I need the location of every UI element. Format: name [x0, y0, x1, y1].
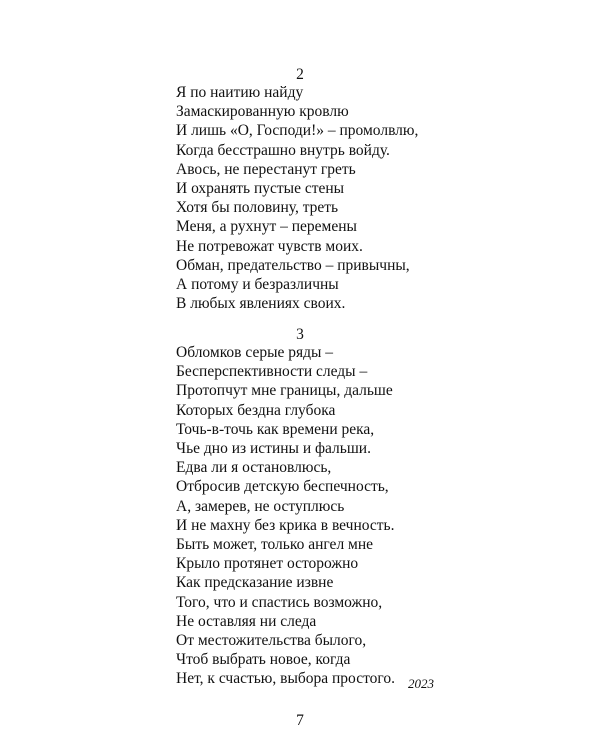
poem-line: Бесперспективности следы –: [176, 363, 368, 381]
poem-line: Которых бездна глубока: [176, 401, 336, 419]
poem-line: Нет, к счастью, выбора простого.: [176, 670, 395, 688]
poem-line: Когда бесстрашно внутрь войду.: [176, 141, 390, 159]
poem-line: Отбросив детскую беспечность,: [176, 478, 389, 496]
poem-line: Едва ли я остановлюсь,: [176, 459, 332, 477]
poem-line: И охранять пустые стены: [176, 180, 345, 198]
poem-line: Крыло протянет осторожно: [176, 555, 359, 573]
poem-line: Протопчут мне границы, дальше: [176, 382, 393, 400]
section-number: 2: [296, 66, 304, 83]
poem-line: И лишь «О, Господи!» – промолвлю,: [176, 122, 419, 140]
poem-line: Того, что и спастись возможно,: [176, 593, 383, 611]
page-number: 7: [296, 712, 304, 729]
poem-line: Не потревожат чувств моих.: [176, 237, 363, 255]
poem-line: Точь-в-точь как времени река,: [176, 420, 375, 438]
poem-line: В любых явлениях своих.: [176, 295, 346, 313]
poem-line: Обломков серые ряды –: [176, 344, 334, 361]
poem-date: 2023: [408, 676, 434, 691]
poem-line: Быть может, только ангел мне: [176, 536, 374, 554]
poem-line: Авось, не перестанут греть: [176, 160, 356, 178]
poem-line: Не оставляя ни следа: [176, 612, 317, 630]
poem-line: Я по наитию найду: [176, 84, 304, 101]
poem-line: От местожительства былого,: [176, 632, 367, 650]
stanza: [176, 343, 395, 689]
poem-line: Чье дно из истины и фальши.: [176, 440, 371, 458]
poem-line: Обман, предательство – привычны,: [176, 256, 410, 274]
poem-line: Чтоб выбрать новое, когда: [176, 651, 351, 669]
poem-line: А, замерев, не оступлюсь: [176, 497, 345, 515]
stanza: [176, 83, 418, 313]
poem-line: И не махну без крика в вечность.: [176, 516, 395, 534]
poem-line: Хотя бы половину, треть: [176, 199, 339, 217]
section-number: 3: [296, 326, 304, 343]
poem-line: Замаскированную кровлю: [176, 103, 349, 121]
poem-line: Меня, а рухнут – перемены: [176, 218, 357, 236]
poem-line: А потому и безразличны: [176, 276, 339, 294]
poem-line: Как предсказание извне: [176, 574, 334, 592]
